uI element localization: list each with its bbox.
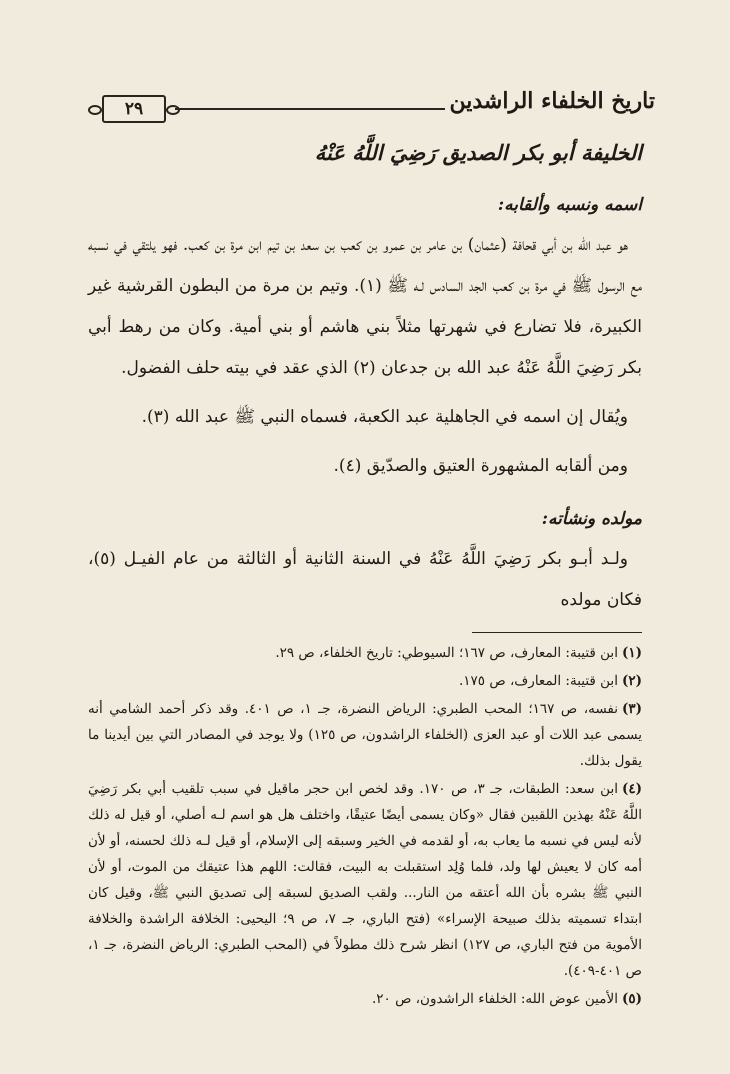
footnote [88,696,642,774]
chapter-title: الخليفة أبو بكر الصديق رَضِيَ اللَّهُ عَنْهُ [314,140,642,165]
footnote-number: (٢) [621,673,642,689]
paragraph: ويُقال إن اسمه في الجاهلية عبد الكعبة، فسماه النبي ﷺ عبد الله (٣). [141,407,628,427]
page-header [90,84,655,124]
footnote-text: ابن قتيبة: المعارف، ص ١٧٥. [458,673,618,689]
section-heading-birth: مولده ونشأته: [541,509,642,529]
page-number: ٢٩ [102,95,166,123]
main-text [88,140,642,621]
footnote-text: الأمين عوض الله: الخلفاء الراشدون، ص ٢٠. [371,991,618,1007]
footnote-number: (٣) [621,701,642,717]
footnote-number: (٥) [621,991,642,1007]
paragraph: ولـد أبـو بكر رَضِيَ اللَّهُ عَنْهُ في السنة الثانية أو الثالثة من عام الفيـل (٥)، فكان مولده [88,549,642,610]
footnote-number: (٤) [621,781,643,797]
footnote-text: نفسه، ص ١٦٧؛ المحب الطبري: الرياض النضرة، جـ ١، ص ٤٠١. وقد ذكر أحمد الشامي أنه يسمى عبد اللات أو عبد العزى (الخلفاء الراشدون، ص ١٢٥) ولا يوجد في المصادر التي بين أيدينا ما يقول بذلك. [88,701,642,769]
footnote [88,668,642,694]
footnote-text: ابن سعد: الطبقات، جـ ٣، ص ١٧٠. وقد لخص ابن حجر ماقيل في سبب تلقيب أبي بكر رَضِيَ اللَّهُ عَنْهُ بهذين اللقبين فقال «وكان يسمى أيضًا عتيقًا، واختلف هل هو اسم لـه أصلي، أو قيل له ذلك لأنه ليس في نسبه ما يعاب به، أو لقدمه في الخير وسبقه إلى الإسلام، أو قيل لـه ذلك لحسنه، أو لأن أمه كان لا يعيش لها ولد، فلما وُلِد استقبلت به البيت، فقالت: اللهم هذا عتيقك من الموت، أو لأن النبي ﷺ بشره بأن الله أعتقه من النار... ولقب الصديق لسبقه إلى تصديق النبي ﷺ، وقيل كان ابتداء تسميته بذلك صبيحة الإسراء» (فتح الباري، جـ ٧، ص ٩؛ اليحيى: الخلافة الراشدة والخلافة الأموية من فتح الباري، ص ١٢٧) انظر شرح ذلك مطولاً في (المحب الطبري: الرياض النضرة، جـ ١، ص ٤٠١-٤٠٩). [88,781,643,979]
footnote-separator [472,632,642,633]
section-heading-name-lineage: اسمه ونسبه وألقابه: [497,195,642,215]
paragraph: هو عبد الله بن أبي قحافة (عثمان) بن عامر بن عمرو بن كعب بن سعد بن تيم ابن مرة بن كعب. فهو يلتقي في نسبه مع الرسول ﷺ في مرة بن كعب الجد السادس لـه ﷺ (١). وتيم بن مرة من البطون القرشية غير الكبيرة، فلا تضارع في شهرتها مثلاً بني هاشم أو بني أمية. وكان من رهط أبي بكر رَضِيَ اللَّهُ عَنْهُ عبد الله بن جدعان (٢) الذي عقد في بيته حلف الفضول. [88,235,643,378]
book-title: تاريخ الخلفاء الراشدين [449,88,655,114]
footnote-text: ابن قتيبة: المعارف، ص ١٦٧؛ السيوطي: تاريخ الخلفاء، ص ٢٩. [275,645,618,661]
header-rule [175,108,445,110]
footnote [88,986,642,1012]
footnote [88,640,642,666]
footnote [88,776,642,984]
footnotes [88,640,642,1014]
paragraph: ومن ألقابه المشهورة العتيق والصدّيق (٤). [333,456,628,476]
footnote-number: (١) [621,645,642,661]
